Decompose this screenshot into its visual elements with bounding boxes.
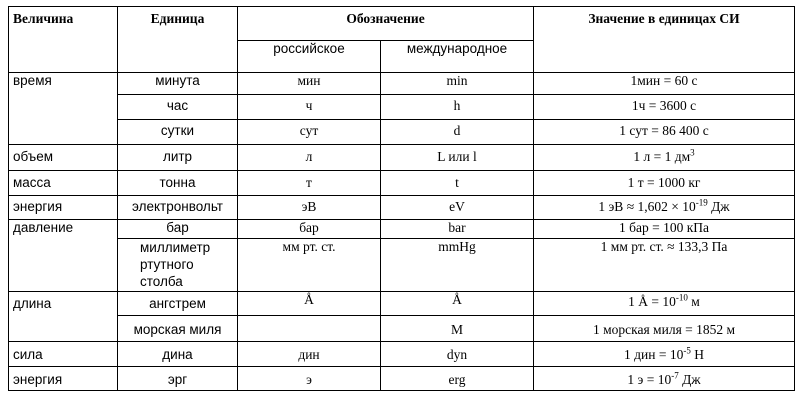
si-value-cell: 1мин = 60 с — [534, 73, 795, 95]
si-value-cell: 1 дин = $10^{-5}$ Н — [534, 342, 795, 367]
quantity-cell: давление — [9, 220, 118, 292]
quantity-cell: энергия — [9, 367, 118, 391]
international-symbol-cell: eV — [381, 196, 534, 220]
table-row — [9, 95, 795, 120]
header-quantity: Величина — [9, 7, 118, 73]
russian-symbol-cell: т — [238, 171, 381, 196]
si-value-cell: 1 эВ ≈ $1,602 \times 10^{-19}$ Дж — [534, 196, 795, 220]
unit-cell: литр — [118, 145, 238, 171]
header-international: международное — [381, 41, 534, 73]
table-row — [9, 171, 795, 196]
russian-symbol-cell: э — [238, 367, 381, 391]
unit-cell: электронвольт — [118, 196, 238, 220]
header-si-value: Значение в единицах СИ — [534, 7, 795, 73]
si-value-cell: 1 Å = $10^{-10}$ м — [534, 292, 795, 316]
si-value-cell: 1ч = 3600 с — [534, 95, 795, 120]
unit-cell: сутки — [118, 120, 238, 145]
international-symbol-cell: t — [381, 171, 534, 196]
international-symbol-cell: h — [381, 95, 534, 120]
si-value-cell: 1 бар = 100 кПа — [534, 220, 795, 239]
quantity-cell: время — [9, 73, 118, 145]
unit-cell: тонна — [118, 171, 238, 196]
international-symbol-cell: min — [381, 73, 534, 95]
unit-cell: минута — [118, 73, 238, 95]
quantity-cell: масса — [9, 171, 118, 196]
russian-symbol-cell: Å — [238, 292, 381, 316]
international-symbol-cell: dyn — [381, 342, 534, 367]
si-value-cell: 1 морская миля = 1852 м — [534, 316, 795, 342]
international-symbol-cell: mmHg — [381, 239, 534, 292]
russian-symbol-cell: бар — [238, 220, 381, 239]
si-value-cell: 1 мм рт. ст. ≈ 133,3 Па — [534, 239, 795, 292]
si-value-cell: 1 $э = 10^{-7}$ Дж — [534, 367, 795, 391]
quantity-cell: сила — [9, 342, 118, 367]
unit-cell: ангстрем — [118, 292, 238, 316]
unit-cell: эрг — [118, 367, 238, 391]
russian-symbol-cell: ч — [238, 95, 381, 120]
header-unit: Единица — [118, 7, 238, 73]
unit-cell: дина — [118, 342, 238, 367]
russian-symbol-cell: л — [238, 145, 381, 171]
russian-symbol-cell: дин — [238, 342, 381, 367]
russian-symbol-cell: мм рт. ст. — [238, 239, 381, 292]
table-row — [9, 342, 795, 367]
quantity-cell: объем — [9, 145, 118, 171]
table-row — [9, 239, 795, 292]
si-value-cell: 1 сут = 86 400 с — [534, 120, 795, 145]
si-value-cell: 1 л = 1 $дм^3$ — [534, 145, 795, 171]
russian-symbol-cell — [238, 316, 381, 342]
quantity-cell: энергия — [9, 196, 118, 220]
table-row — [9, 316, 795, 342]
unit-cell: час — [118, 95, 238, 120]
table-row — [9, 292, 795, 316]
header-russian: российское — [238, 41, 381, 73]
units-table — [8, 6, 795, 391]
russian-symbol-cell: эВ — [238, 196, 381, 220]
table-row — [9, 220, 795, 239]
unit-cell: морская миля — [118, 316, 238, 342]
table-row — [9, 367, 795, 391]
unit-cell: миллиметр ртутного столба — [118, 239, 238, 292]
russian-symbol-cell: мин — [238, 73, 381, 95]
table-row — [9, 73, 795, 95]
international-symbol-cell: bar — [381, 220, 534, 239]
table-row — [9, 145, 795, 171]
units-table-container — [8, 6, 795, 391]
russian-symbol-cell: сут — [238, 120, 381, 145]
quantity-cell: длина — [9, 292, 118, 342]
international-symbol-cell: M — [381, 316, 534, 342]
international-symbol-cell: Å — [381, 292, 534, 316]
unit-cell: бар — [118, 220, 238, 239]
international-symbol-cell: L или l — [381, 145, 534, 171]
table-row — [9, 120, 795, 145]
table-row — [9, 196, 795, 220]
si-value-cell: 1 т = 1000 кг — [534, 171, 795, 196]
international-symbol-cell: d — [381, 120, 534, 145]
international-symbol-cell: erg — [381, 367, 534, 391]
header-designation: Обозначение — [238, 7, 534, 41]
